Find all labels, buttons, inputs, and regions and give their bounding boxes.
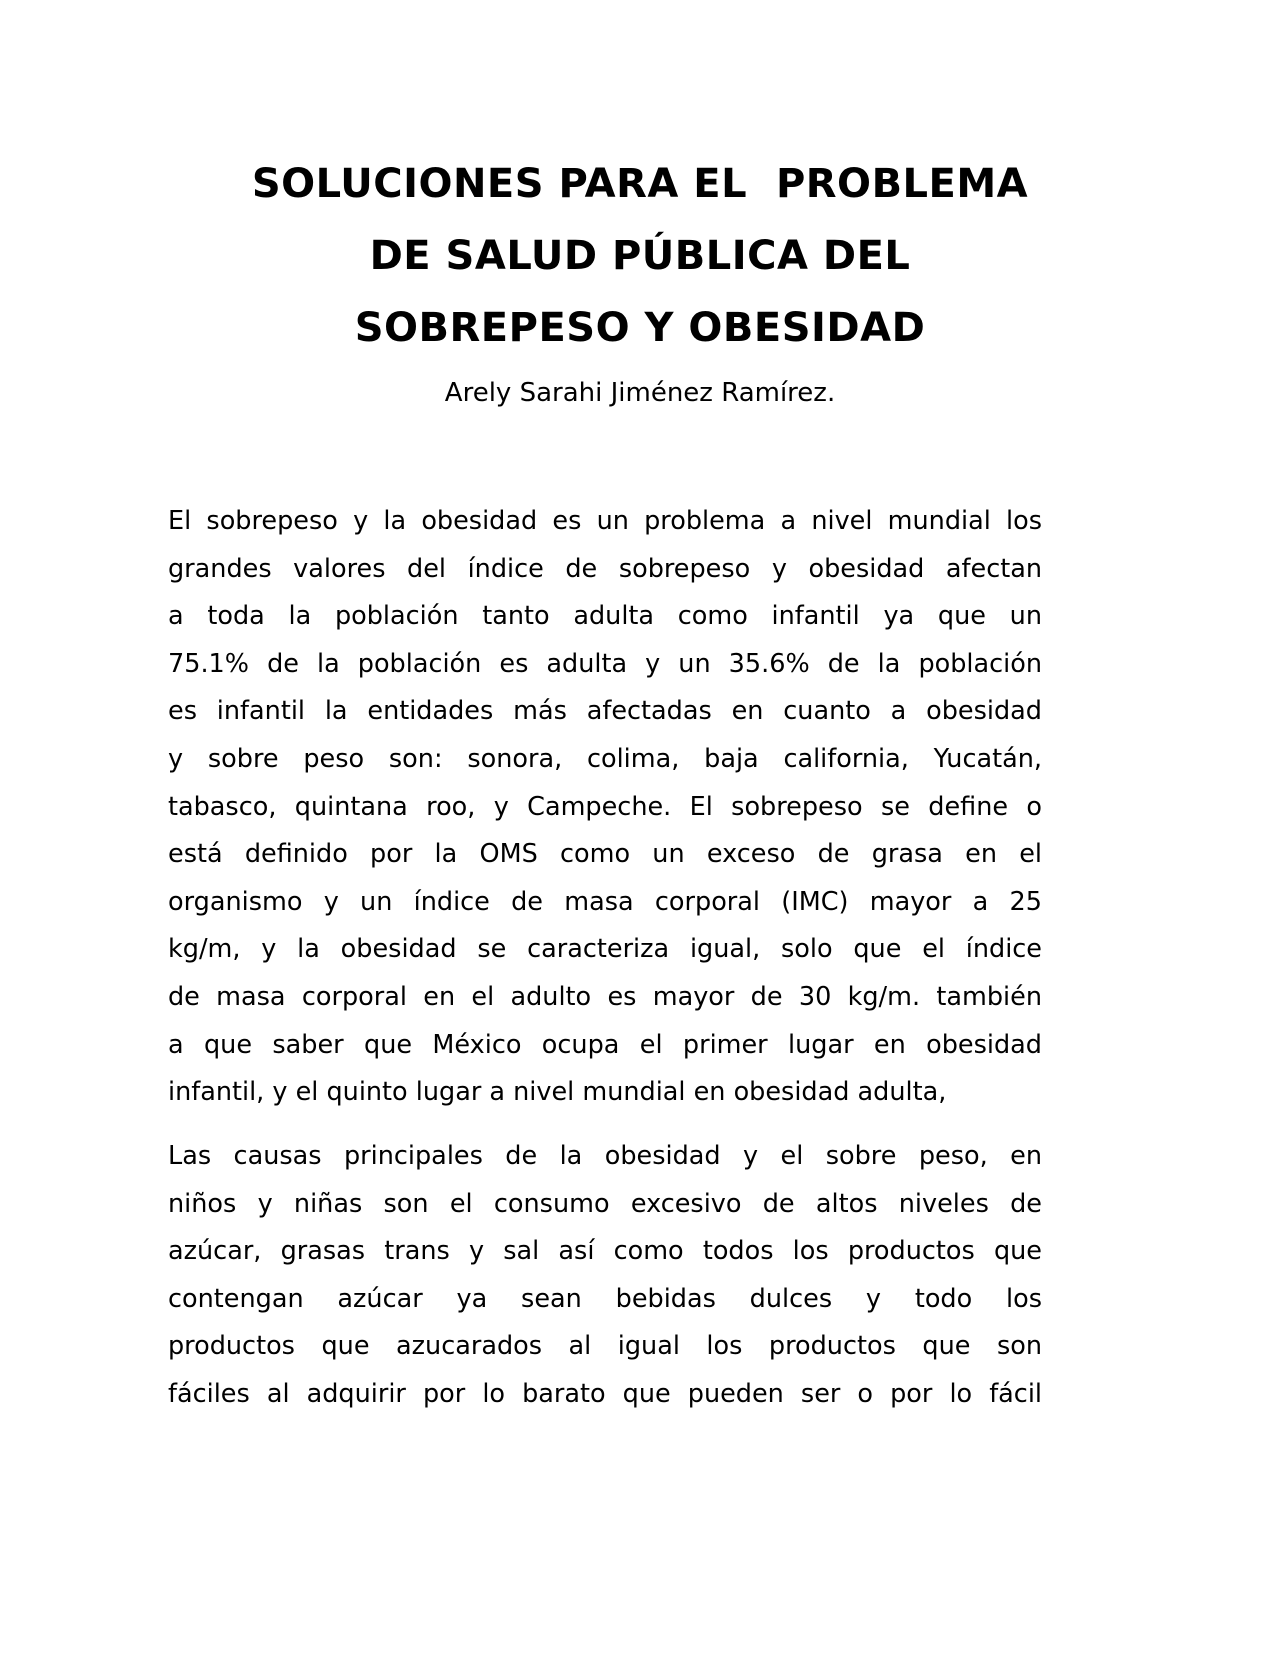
text-line: organismo y un índice de masa corporal (IMC) mayor a 25 (168, 886, 1042, 917)
text-line: es infantil la entidades más afectadas en cuanto a obesidad (168, 696, 1042, 727)
document-title (0, 148, 1280, 364)
text-line: infantil, y el quinto lugar a nivel mundial en obesidad adulta, (168, 1077, 947, 1108)
text-line: a toda la población tanto adulta como infantil ya que un (168, 601, 1042, 632)
paragraph-causes (168, 1133, 1042, 1419)
title-line: DE SALUD PÚBLICA DEL (369, 233, 911, 279)
title-line: SOLUCIONES PARA EL PROBLEMA (251, 161, 1029, 207)
text-line: grandes valores del índice de sobrepeso y obesidad afectan (168, 553, 1042, 584)
text-line: y sobre peso son: sonora, colima, baja california, Yucatán, (168, 743, 1042, 774)
text-line: azúcar, grasas trans y sal así como todos los productos que (168, 1236, 1042, 1267)
text-line: productos que azucarados al igual los productos que son (168, 1331, 1042, 1362)
text-line: 75.1% de la población es adulta y un 35.6% de la población (168, 648, 1042, 679)
text-line: fáciles al adquirir por lo barato que pueden ser o por lo fácil (168, 1378, 1042, 1409)
text-line: El sobrepeso y la obesidad es un problema a nivel mundial los (168, 506, 1042, 536)
text-line: contengan azúcar ya sean bebidas dulces y todo los (168, 1283, 1042, 1314)
text-line: está definido por la OMS como un exceso de grasa en el (168, 839, 1042, 870)
text-line: de masa corporal en el adulto es mayor de 30 kg/m. también (168, 981, 1042, 1012)
title-line: SOBREPESO Y OBESIDAD (354, 305, 926, 351)
text-line: tabasco, quintana roo, y Campeche. El sobrepeso se define o (168, 791, 1042, 822)
text-line: Las causas principales de la obesidad y el sobre peso, en (168, 1141, 1042, 1171)
text-line: niños y niñas son el consumo excesivo de altos niveles de (168, 1188, 1042, 1219)
text-line: a que saber que México ocupa el primer lugar en obesidad (168, 1029, 1042, 1060)
text-line: kg/m, y la obesidad se caracteriza igual, solo que el índice (168, 934, 1042, 965)
paragraph-intro (168, 498, 1042, 1117)
author-name: Arely Sarahi Jiménez Ramírez. (444, 378, 836, 408)
